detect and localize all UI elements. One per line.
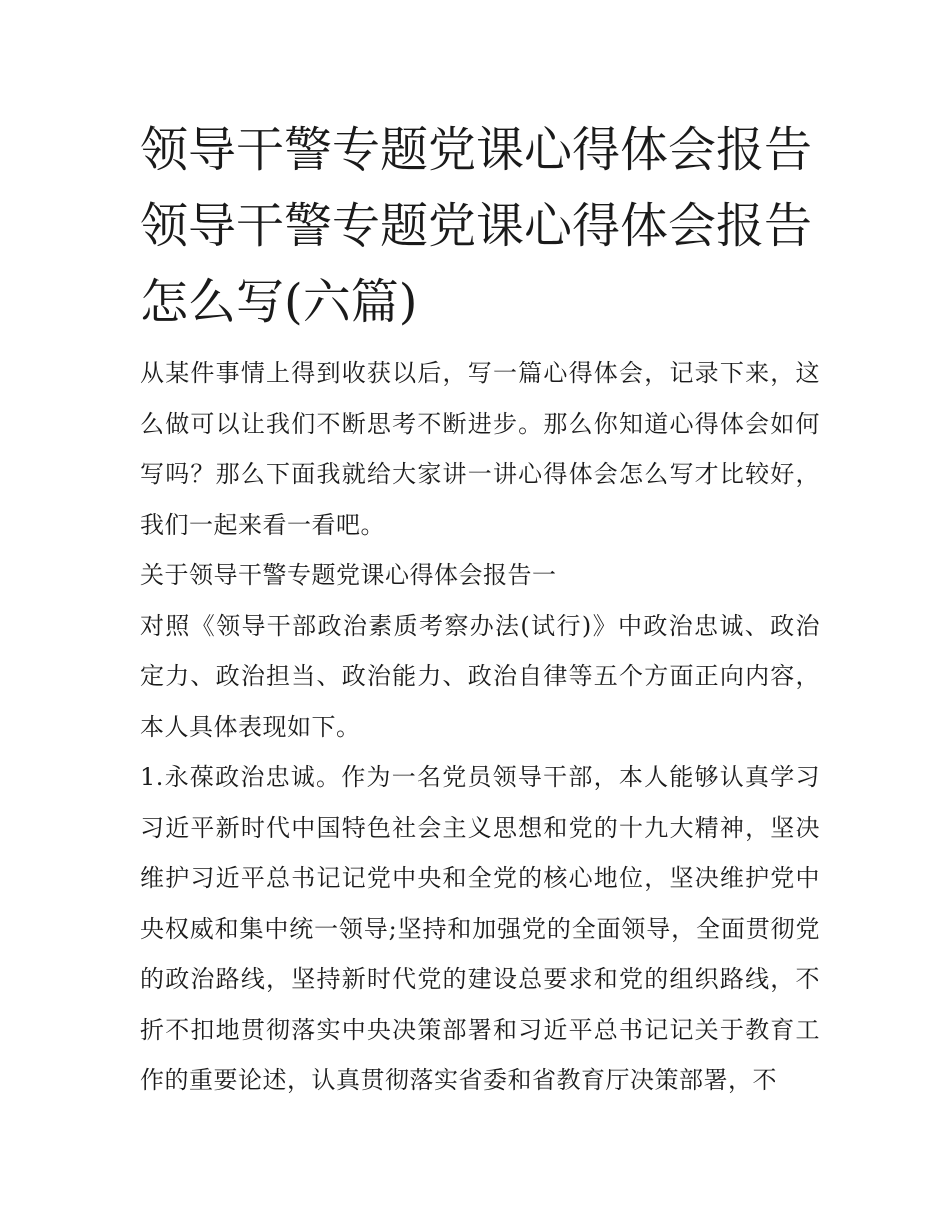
intro-paragraph: 从某件事情上得到收获以后，写一篇心得体会，记录下来，这么做可以让我们不断思考不断进步。那么你知道心得体会如何写吗？那么下面我就给大家讲一讲心得体会怎么写才比较好，我们一起来看一看吧。 — [140, 359, 820, 539]
document-body — [140, 112, 820, 1106]
section-heading: 关于领导干警专题党课心得体会报告一 — [140, 561, 557, 589]
body-paragraph: 对照《领导干部政治素质考察办法(试行)》中政治忠诚、政治定力、政治担当、政治能力、政治自律等五个方面正向内容，本人具体表现如下。 — [140, 611, 820, 741]
body-paragraph: 1.永葆政治忠诚。作为一名党员领导干部，本人能够认真学习习近平新时代中国特色社会主义思想和党的十九大精神，坚决维护习近平总书记记党中央和全党的核心地位，坚决维护党中央权威和集中统一领导;坚持和加强党的全面领导，全面贯彻党的政治路线，坚持新时代党的建设总要求和党的组织路线，不折不扣地贯彻落实中央决策部署和习近平总书记记关于教育工作的重要论述，认真贯彻落实省委和省教育厅决策部署，不 — [140, 763, 820, 1094]
document-title: 领导干警专题党课心得体会报告 领导干警专题党课心得体会报告怎么写(六篇) — [140, 122, 813, 330]
